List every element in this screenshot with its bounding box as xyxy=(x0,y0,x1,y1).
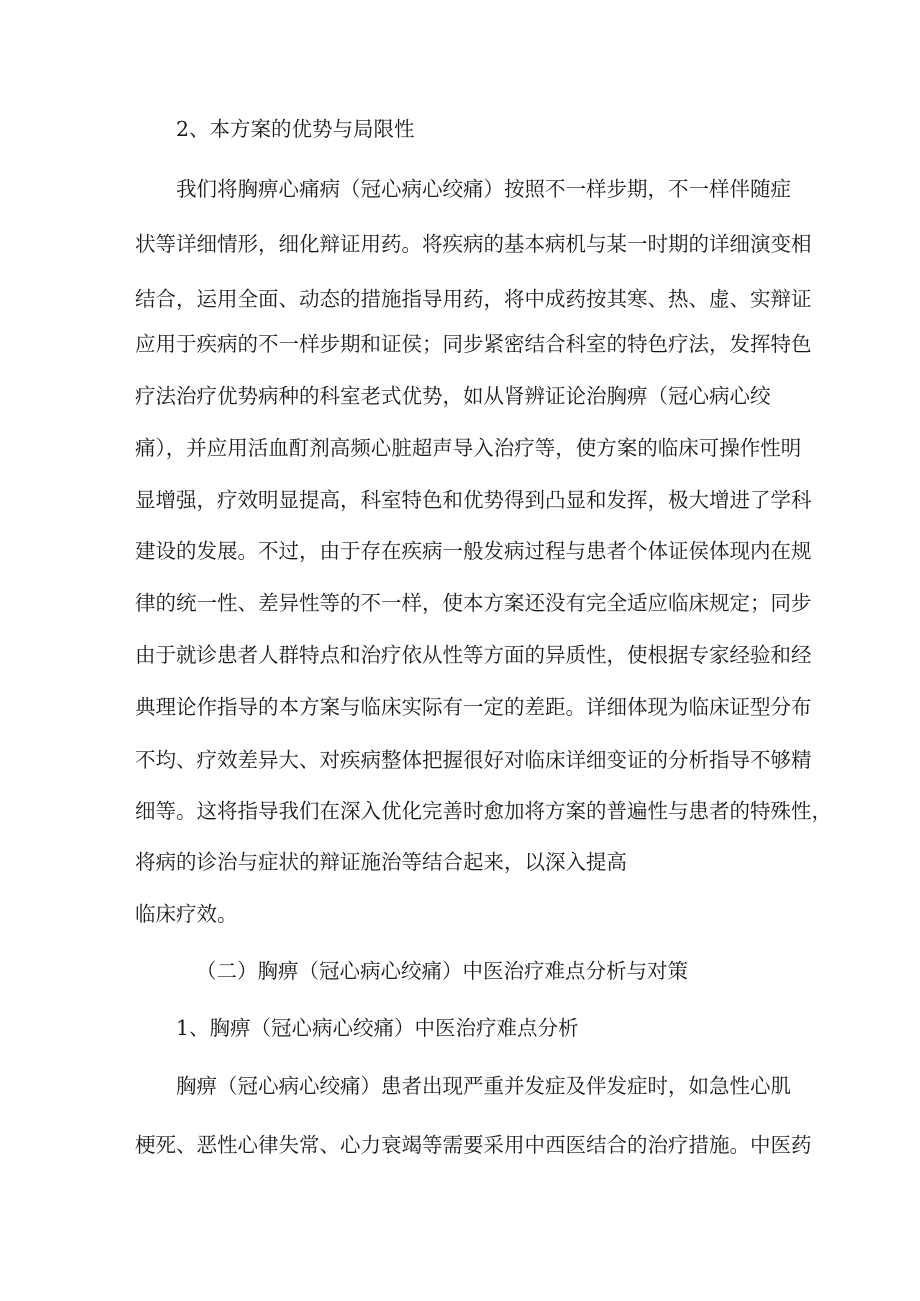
paragraph-1-line: 将病的诊治与症状的辩证施治等结合起来，以深入提高 xyxy=(135,850,627,874)
paragraph-2-line: 胸痹（冠心病心绞痛）患者出现严重并发症及伴发症时，如急性心肌 xyxy=(176,1074,791,1098)
paragraph-1-line: 结合，运用全面、动态的措施指导用药，将中成药按其寒、热、虚、实辩证 xyxy=(135,287,812,311)
paragraph-1-line: 细等。这将指导我们在深入优化完善时愈加将方案的普遍性与患者的特殊性， xyxy=(135,799,832,823)
paragraph-1-line: 不均、疗效差异大、对疾病整体把握很好对临床详细变证的分析指导不够精 xyxy=(135,748,812,772)
paragraph-1-line: 律的统一性、差异性等的不一样，使本方案还没有完全适应临床规定；同步 xyxy=(135,591,812,615)
part-heading: （二）胸痹（冠心病心绞痛）中医治疗难点分析与对策 xyxy=(196,959,688,983)
paragraph-1-line: 典理论作指导的本方案与临床实际有一定的差距。详细体现为临床证型分布 xyxy=(135,695,812,719)
paragraph-1-line: 由于就诊患者人群特点和治疗依从性等方面的异质性，使根据专家经验和经 xyxy=(135,643,812,667)
paragraph-1-line: 状等详细情形，细化辩证用药。将疾病的基本病机与某一时期的详细演变相 xyxy=(135,232,812,256)
paragraph-2-line: 梗死、恶性心律失常、心力衰竭等需要采用中西医结合的治疗措施。中医药 xyxy=(135,1133,812,1157)
paragraph-1-line: 显增强，疗效明显提高，科室特色和优势得到凸显和发挥，极大增进了学科 xyxy=(135,488,812,512)
paragraph-1-line: 建设的发展。不过，由于存在疾病一般发病过程与患者个体证侯体现内在规 xyxy=(135,539,812,563)
section-heading: 2、本方案的优势与局限性 xyxy=(176,117,415,141)
paragraph-1-line: 我们将胸痹心痛病（冠心病心绞痛）按照不一样步期，不一样伴随症 xyxy=(176,177,791,201)
item-heading: 1、胸痹（冠心病心绞痛）中医治疗难点分析 xyxy=(176,1016,579,1040)
paragraph-1-line: 应用于疾病的不一样步期和证侯；同步紧密结合科室的特色疗法，发挥特色 xyxy=(135,332,812,356)
paragraph-1-line: 痛），并应用活血酊剂高频心脏超声导入治疗等，使方案的临床可操作性明 xyxy=(135,436,802,460)
paragraph-1-line: 疗法治疗优势病种的科室老式优势，如从肾辨证论治胸痹（冠心病心绞 xyxy=(135,384,771,408)
paragraph-1-line: 临床疗效。 xyxy=(135,902,238,926)
